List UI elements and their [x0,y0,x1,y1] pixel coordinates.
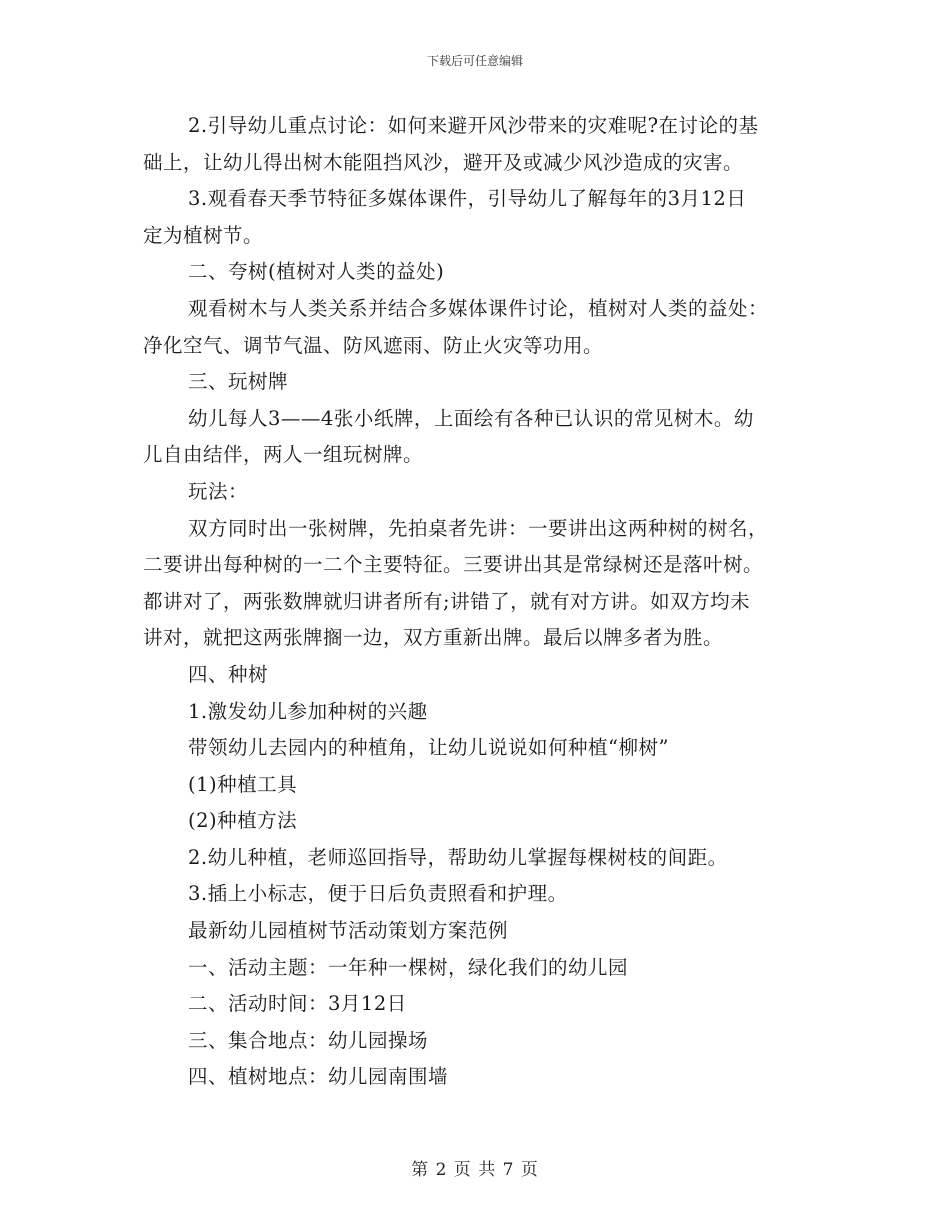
text-line: 2.引导幼儿重点讨论：如何来避开风沙带来的灾难呢?在讨论的基 [188,114,759,137]
text-line: 讲对，就把这两张牌搁一边，双方重新出牌。最后以牌多者为胜。 [143,626,724,650]
text-line: 二、夸树(植树对人类的益处) [188,260,445,284]
text-line: 三、玩树牌 [188,370,289,394]
text-line: 四、植树地点：幼儿园南围墙 [188,1065,449,1089]
text-line: 二、活动时间：3月12日 [188,992,407,1016]
text-line: 最新幼儿园植树节活动策划方案范例 [188,919,509,943]
text-line: (1)种植工具 [188,772,298,796]
text-line: 四、种树 [188,662,269,686]
text-line: 儿自由结伴，两人一组玩树牌。 [143,443,424,467]
text-line: 一、活动主题：一年种一棵树，绿化我们的幼儿园 [188,955,629,979]
text-line: 二要讲出每种树的一二个主要特征。三要讲出其是常绿树还是落叶树。 [143,553,764,577]
text-line: 带领幼儿去园内的种植角，让幼儿说说如何种植“柳树” [188,736,669,760]
text-line: 净化空气、调节气温、防风遮雨、防止火灾等功用。 [143,333,604,357]
text-line: 础上，让幼儿得出树木能阻挡风沙，避开及或减少风沙造成的灾害。 [143,150,744,174]
page-header: 下载后可任意编辑 [426,54,523,68]
text-line: (2)种植方法 [188,809,298,833]
text-line: 2.幼儿种植，老师巡回指导，帮助幼儿掌握每棵树枝的间距。 [188,845,728,869]
text-line: 幼儿每人3——4张小纸牌，上面绘有各种已认识的常见树木。幼 [188,406,754,430]
page-footer: 第 2 页 共 7 页 [411,1160,539,1180]
text-line: 1.激发幼儿参加种树的兴趣 [188,699,428,723]
text-line: 双方同时出一张树牌，先拍桌者先讲：一要讲出这两种树的树名， [188,516,769,540]
text-line: 都讲对了，两张数牌就归讲者所有;讲错了，就有对方讲。如双方均未 [143,589,751,613]
text-line: 玩法： [188,479,249,503]
text-line: 观看树木与人类关系并结合多媒体课件讨论，植树对人类的益处： [188,296,769,320]
document-body [143,108,809,1096]
text-line: 3.观看春天季节特征多媒体课件，引导幼儿了解每年的3月12日 [188,187,747,211]
text-line: 三、集合地点：幼儿园操场 [188,1028,429,1052]
text-line: 定为植树节。 [143,223,264,247]
text-line: 3.插上小标志，便于日后负责照看和护理。 [188,882,568,906]
